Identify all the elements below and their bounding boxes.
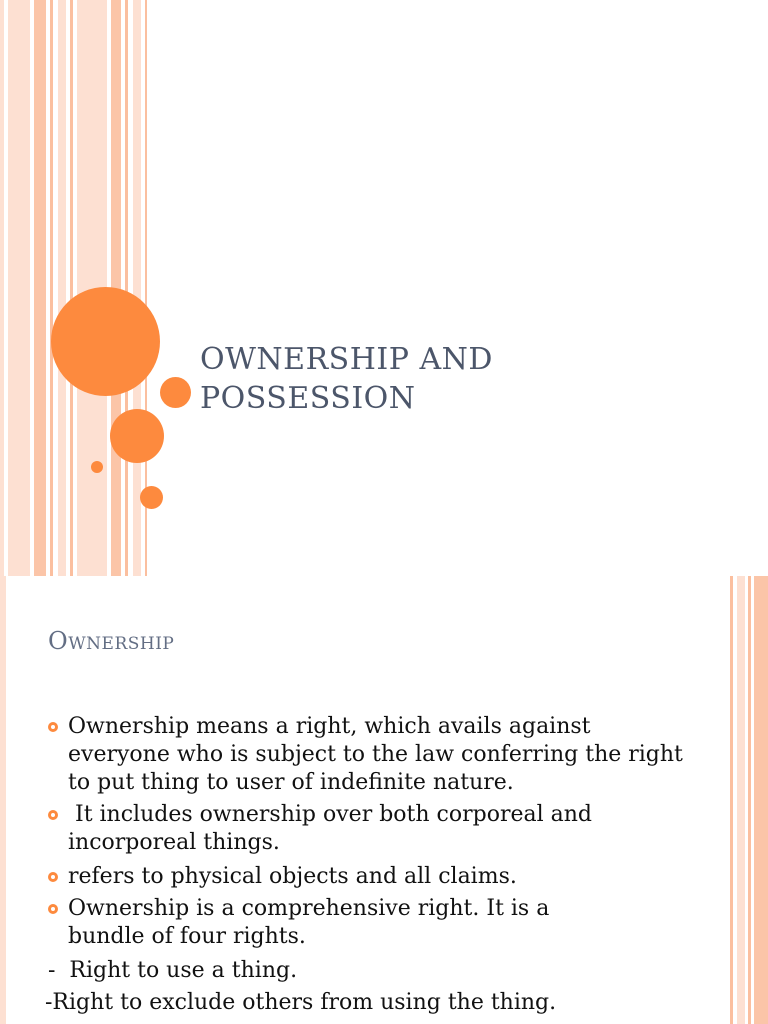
bullet-list (45, 713, 688, 1017)
list-item-text: Ownership means a right, which avails against everyone who is subject to the law conferring the right to put thing to user of indefinite nature. (68, 714, 683, 795)
list-item (48, 713, 688, 797)
large-circle (51, 287, 160, 396)
sub-point: - Right to use a thing. (48, 958, 298, 983)
list-item (48, 801, 688, 857)
decorative-stripe (50, 0, 53, 576)
bullet-circle-icon (48, 904, 58, 914)
decorative-stripe (133, 0, 141, 576)
tiny-circle (91, 461, 103, 473)
decorative-stripe (8, 0, 30, 576)
bullet-circle-icon (48, 872, 58, 882)
decorative-stripe (748, 576, 751, 1024)
list-item-text: refers to physical objects and all claims. (68, 864, 517, 889)
list-item (48, 863, 688, 891)
decorative-stripe (34, 0, 46, 576)
medium-circle (110, 409, 164, 463)
title-line: OWNERSHIP AND (200, 342, 493, 377)
decorative-stripe (754, 576, 768, 1024)
decorative-stripe (0, 0, 4, 576)
slide-title (200, 340, 620, 418)
sub-point: -Right to exclude others from using the thing. (45, 990, 557, 1015)
list-item-text: It includes ownership over both corporeal and incorporeal things. (68, 802, 599, 855)
small-circle (160, 377, 191, 408)
heading-initial: O (48, 627, 69, 655)
list-item-text: Ownership is a comprehensive right. It is a bundle of four rights. (68, 896, 550, 949)
title-line: POSSESSION (200, 381, 416, 416)
small-circle (140, 486, 163, 509)
decorative-stripe (0, 576, 6, 1024)
slide-heading (48, 627, 174, 655)
list-item (48, 895, 688, 951)
decorative-stripe (730, 576, 733, 1024)
decorative-stripe (125, 0, 128, 576)
decorative-stripe (58, 0, 66, 576)
decorative-stripe (70, 0, 73, 576)
heading-rest: WNERSHIP (68, 634, 175, 654)
bullet-circle-icon (48, 722, 58, 732)
decorative-stripe (737, 576, 745, 1024)
bullet-circle-icon (48, 810, 58, 820)
